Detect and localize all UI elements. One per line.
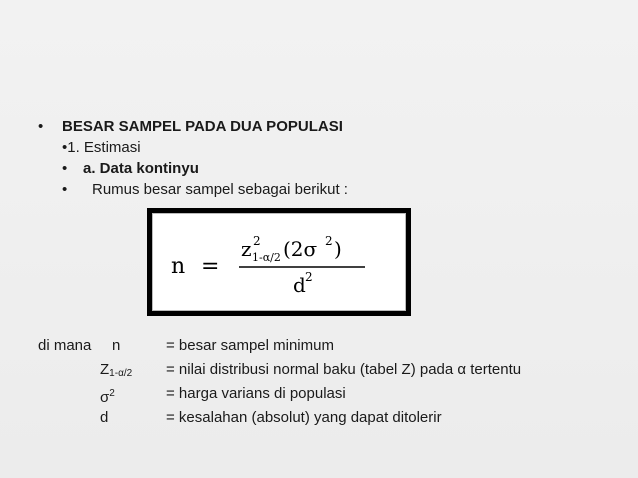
definition-symbol: $Z_{1-\alpha/2}$ [100,361,133,379]
bullet-marker: • [62,160,68,177]
formula-svg [153,214,405,310]
sub-3-text: Rumus besar sampel sebagai berikut : [92,181,348,198]
formula-box [152,213,406,311]
formula-numerator-paren: (2σ [283,237,318,261]
formula-frame [147,208,411,316]
sub-2-text: a. Data kontinyu [83,160,199,177]
definition-symbol: $\sigma^2$ [100,388,115,406]
definition-symbol: d [100,409,109,426]
formula-numerator-sub: 1-α/2 [252,251,281,264]
formula-lhs: n [171,254,186,279]
definition-desc: = kesalahan (absolut) yang dapat ditolerir [166,409,442,426]
formula-numerator-close: ) [334,237,342,261]
sub-1-text: •1. Estimasi [62,139,141,156]
formula-numerator-sup: 2 [253,234,261,248]
bullet-marker: • [38,118,44,135]
heading-text: BESAR SAMPEL PADA DUA POPULASI [62,118,343,135]
bullet-sub-2 [38,158,348,179]
definition-desc: = nilai distribusi normal baku (tabel Z) pada α tertentu [166,361,522,378]
bullet-marker: • [62,181,68,198]
bullet-heading [38,116,348,137]
formula-denominator: d [293,273,306,297]
bullet-sub-3 [38,179,348,200]
formula-denominator-sup: 2 [305,270,313,284]
bullet-sub-1 [38,137,348,158]
definition-symbol: n [112,337,121,354]
definition-desc: = besar sampel minimum [166,337,334,354]
definition-desc: = harga varians di populasi [166,385,346,402]
formula-equals: = [201,254,220,279]
bullet-list [38,116,348,200]
formula-numerator-z: z [241,237,252,261]
definition-lead: di mana [38,337,92,354]
formula-numerator-paren-sup: 2 [325,234,333,248]
